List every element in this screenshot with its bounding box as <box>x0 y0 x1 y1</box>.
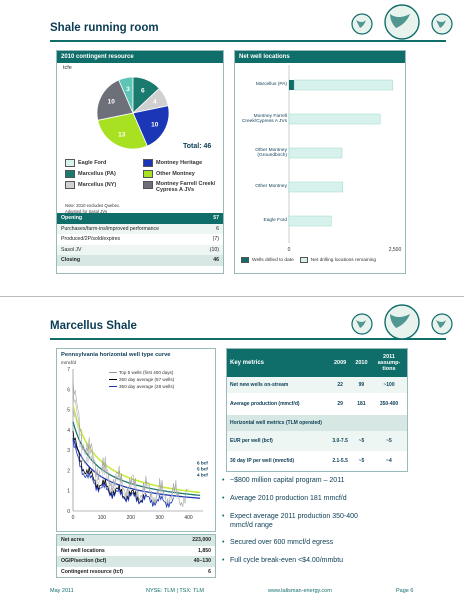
x-tick-label: 300 <box>155 515 164 521</box>
table-cell: 2011 assump-tions <box>377 354 401 372</box>
legend-label: Top 5 wells (first 400 days) <box>119 370 174 375</box>
resource-note: Note: 2010 excludes Quebec. Adjusted for Sasol JVs <box>65 203 121 214</box>
legend-label: Eagle Ford <box>78 160 107 166</box>
table-cell: ~5 <box>358 438 365 444</box>
table-cell: 1,850 <box>198 547 211 554</box>
table-header-row <box>57 213 223 224</box>
table-cell: Average production (mmcf/d) <box>230 401 300 407</box>
category-label-box <box>237 175 287 199</box>
pie-slice-label: 3 <box>126 86 130 94</box>
legend-montney-farrell <box>143 181 221 193</box>
legend-label: 350 day average (28 wells) <box>119 384 175 389</box>
panel-header: 2010 contingent resource <box>57 51 223 63</box>
table-row <box>227 431 408 451</box>
table-cell: 2009 <box>333 360 347 366</box>
category-label: Eagle Ford <box>263 218 287 224</box>
bullet-text: Expect average 2011 production 350-400 mmcf/d range <box>230 513 358 529</box>
y-tick-label: 7 <box>67 367 70 373</box>
legend-label: Marcellus (PA) <box>78 171 116 177</box>
marcellus-stats-table <box>56 534 216 578</box>
legend-swatch <box>143 170 153 178</box>
x-tick-label: 100 <box>97 515 107 521</box>
slide-title: Marcellus Shale <box>50 320 137 332</box>
bar-remaining <box>294 80 393 90</box>
legend-montney-heritage <box>143 159 202 167</box>
legend-swatch <box>109 379 117 380</box>
table-cell: 46 <box>213 257 219 264</box>
chart-title: Pennsylvania horizontal well type curve <box>61 352 171 358</box>
company-logo <box>350 302 454 344</box>
table-cell: 2010 <box>355 360 368 366</box>
x-tick-label: 2,500 <box>388 247 402 253</box>
bar-remaining <box>289 114 380 124</box>
pie-slice-label: 13 <box>118 131 126 139</box>
category-label: Marcellus (PA) <box>255 82 287 88</box>
legend-swatch <box>65 170 75 178</box>
table-row <box>57 224 223 235</box>
net-wells-bar-chart <box>235 51 405 273</box>
x-tick-label: 0 <box>71 515 75 521</box>
curve-label: 5 bcf <box>197 466 208 472</box>
company-logo <box>350 2 454 44</box>
legend-label: 250 day average (57 wells) <box>119 377 175 382</box>
category-label-box <box>237 209 287 233</box>
table-row <box>227 451 408 472</box>
table-cell: 6 <box>216 225 219 232</box>
legend-swatch <box>300 257 308 263</box>
legend-item <box>109 369 174 376</box>
bullet-text: Full cycle break-even <$4.00/mmbtu <box>230 557 344 564</box>
pie-slice-label: 10 <box>107 98 115 106</box>
legend-swatch <box>241 257 249 263</box>
footer-ticker: NYSE: TLM | TSX: TLM <box>146 588 204 594</box>
table-cell: 181 <box>357 401 366 407</box>
table-row <box>57 556 216 567</box>
table-cell: 40–130 <box>193 558 211 565</box>
table-cell: 29 <box>337 401 343 407</box>
legend-swatch <box>109 386 117 387</box>
y-tick-label: 3 <box>67 448 70 455</box>
net-well-locations-panel <box>234 50 406 274</box>
legend-swatch <box>143 159 153 167</box>
bullet-item: • Expect average 2011 production 350-400 mmcf/d range <box>222 513 358 529</box>
x-tick-label: 0 <box>287 247 291 253</box>
bullet-text: ~$800 million capital program – 2011 <box>230 477 345 484</box>
table-cell: (10) <box>209 246 219 253</box>
table-cell: Contingent resource (tcf) <box>61 568 123 575</box>
footer-url[interactable]: www.talisman-energy.com <box>268 588 332 594</box>
legend-label: Wells drilled to date <box>252 257 294 263</box>
y-tick-label: 2 <box>67 468 70 475</box>
table-cell: Sasol JV <box>61 246 82 253</box>
category-label-box <box>237 73 287 97</box>
table-cell: ~5 <box>358 458 365 464</box>
legend-item <box>109 383 174 390</box>
curve-legend <box>109 369 174 390</box>
legend-other-montney <box>143 170 195 178</box>
table-cell: Closing <box>61 257 81 264</box>
table-cell: ~4 <box>386 458 392 464</box>
pie-slice-label: 6 <box>140 87 145 95</box>
unit-label: tcfe <box>63 65 72 71</box>
table-row <box>57 234 223 245</box>
table-cell: 350-400 <box>379 401 399 407</box>
table-cell: 22 <box>337 382 343 388</box>
bullet-item: • ~$800 million capital program – 2011 <box>222 477 345 484</box>
table-header-row <box>227 349 408 378</box>
bullet-text: Average 2010 production 181 mmcf/d <box>230 495 347 502</box>
y-tick-label: 5 <box>67 407 70 414</box>
legend-swatch <box>65 181 75 189</box>
x-tick-label: 400 <box>184 515 193 521</box>
table-subheader-row <box>227 415 408 431</box>
key-metrics-table <box>226 348 408 472</box>
total-label: Total: 46 <box>183 143 212 150</box>
table-cell: Net acres <box>61 537 85 544</box>
category-label: Montney Farrell Creek/Cypress A JVs <box>241 113 287 124</box>
table-cell: Purchases/farm-ins/improved performance <box>61 225 160 232</box>
table-cell: Key metrics <box>230 360 265 366</box>
table-cell: (7) <box>212 236 219 243</box>
bar-remaining <box>289 148 342 158</box>
slide-separator <box>0 296 464 297</box>
curve-label: 6 bcf <box>197 460 208 466</box>
table-cell: 2.1-5.5 <box>332 458 348 464</box>
table-cell: Produced/2P/sold/expires <box>61 236 121 243</box>
bar-remaining <box>289 182 343 192</box>
legend-label: Montney Farrell Creek/ Cypress A JVs <box>156 181 216 193</box>
bar-legend <box>241 257 376 263</box>
table-cell: Opening <box>61 215 83 222</box>
legend-label: Net drilling locations remaining <box>310 257 377 263</box>
legend-marcellus-ny <box>65 181 116 189</box>
y-tick-label: 4 <box>67 427 70 434</box>
table-footer-row <box>57 255 223 266</box>
x-tick-label: 200 <box>126 515 135 521</box>
footer-date: May 2011 <box>50 588 74 594</box>
panel-header: Net well locations <box>235 51 405 63</box>
table-cell: OGIP/section (bcf) <box>61 558 107 565</box>
y-tick-label: 1 <box>67 488 70 495</box>
bar-remaining <box>289 216 331 226</box>
legend-label: Montney Heritage <box>156 160 203 166</box>
table-cell: 99 <box>358 382 365 388</box>
bullet-item: • Secured over 600 mmcf/d egress <box>222 539 334 546</box>
table-row <box>227 393 408 415</box>
legend-label: Other Montney <box>156 171 195 177</box>
category-label-box <box>237 141 287 165</box>
bullet-item: • Average 2010 production 181 mmcf/d <box>222 495 347 502</box>
legend-eagle-ford <box>65 159 106 167</box>
bullet-item: • Full cycle break-even <$4.00/mmbtu <box>222 557 344 564</box>
table-cell: ~5 <box>386 438 392 444</box>
table-cell: Net new wells on-stream <box>230 382 289 388</box>
resource-reconciliation-table <box>57 213 223 266</box>
bar-drilled <box>289 80 294 90</box>
table-row <box>57 567 216 578</box>
legend-swatch <box>143 181 153 189</box>
table-cell: 30 day IP per well (mmcf/d) <box>230 458 295 464</box>
category-label-box <box>237 107 287 131</box>
table-cell: Net well locations <box>61 547 105 554</box>
unit-label: mmcf/d <box>61 360 77 365</box>
table-cell: 223,000 <box>192 537 211 544</box>
table-row <box>57 245 223 256</box>
table-cell: 3.0-7.5 <box>332 438 348 444</box>
slide-marcellus-shale <box>0 302 464 592</box>
curve-label: 4 bcf <box>197 472 208 478</box>
category-label: Other Montney (Groundbirch) <box>255 147 287 158</box>
legend-item <box>109 376 174 383</box>
table-row <box>227 377 408 393</box>
y-tick-label: 0 <box>67 509 70 515</box>
table-row <box>57 546 216 557</box>
table-cell: ~100 <box>383 382 395 388</box>
category-label: Other Montney <box>255 184 287 190</box>
legend-label: Marcellus (NY) <box>78 182 117 188</box>
legend-marcellus-pa <box>65 170 116 178</box>
pie-slice-label: 10 <box>151 121 159 129</box>
y-tick-label: 6 <box>67 387 70 394</box>
contingent-resource-panel <box>56 50 224 274</box>
pie-slice-label: 4 <box>152 98 157 106</box>
slide-shale-running-room <box>0 0 464 290</box>
legend-swatch <box>109 372 117 373</box>
table-row <box>57 535 216 546</box>
type-curve-panel <box>56 348 216 532</box>
slide-title: Shale running room <box>50 22 159 34</box>
table-cell: 57 <box>213 215 219 222</box>
footer-page-number: Page 6 <box>396 588 414 594</box>
table-cell: 6 <box>208 568 211 575</box>
table-cell: EUR per well (bcf) <box>230 438 273 444</box>
bullet-text: Secured over 600 mmcf/d egress <box>230 539 334 546</box>
table-cell: Horizontal well metrics (TLM operated) <box>230 420 322 426</box>
legend-swatch <box>65 159 75 167</box>
